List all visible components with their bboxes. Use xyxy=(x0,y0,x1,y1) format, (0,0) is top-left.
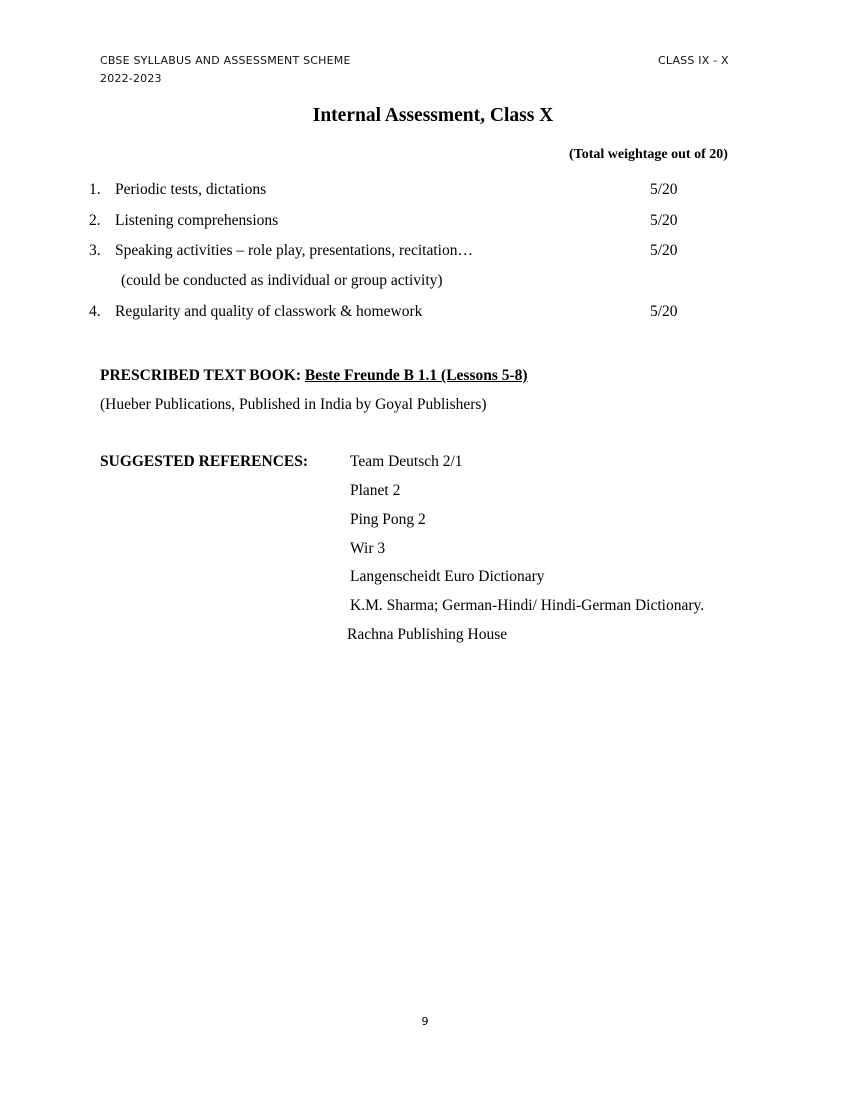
reference-item: Team Deutsch 2/1 xyxy=(350,453,463,470)
item-note: (could be conducted as individual or group activity) xyxy=(121,272,443,289)
prescribed-label: PRESCRIBED TEXT BOOK: xyxy=(100,367,301,384)
page-title: Internal Assessment, Class X xyxy=(312,105,554,126)
prescribed-publisher: (Hueber Publications, Published in India by Goyal Publishers) xyxy=(100,396,487,413)
item-text: Regularity and quality of classwork & homework xyxy=(115,303,423,320)
weightage-note: (Total weightage out of 20) xyxy=(569,147,728,162)
reference-item: Ping Pong 2 xyxy=(350,511,426,528)
reference-item: Langenscheidt Euro Dictionary xyxy=(350,568,545,585)
prescribed-book: Beste Freunde B 1.1 (Lessons 5-8) xyxy=(304,367,528,384)
prescribed-textbook xyxy=(100,367,528,385)
references-label: SUGGESTED REFERENCES: xyxy=(100,453,309,470)
item-number: 3. xyxy=(89,242,101,259)
item-score: 5/20 xyxy=(650,303,678,320)
reference-item: K.M. Sharma; German-Hindi/ Hindi-German Dictionary. xyxy=(350,597,705,614)
reference-item: Wir 3 xyxy=(350,540,386,557)
item-number: 2. xyxy=(89,212,101,229)
item-score: 5/20 xyxy=(650,242,678,259)
header-class: CLASS IX - X xyxy=(658,54,729,67)
header-scheme-title: CBSE SYLLABUS AND ASSESSMENT SCHEME xyxy=(100,54,351,67)
item-text: Listening comprehensions xyxy=(115,212,279,229)
page-number: 9 xyxy=(421,1015,429,1028)
reference-item: Planet 2 xyxy=(350,482,401,499)
item-text: Periodic tests, dictations xyxy=(115,181,267,198)
item-score: 5/20 xyxy=(650,212,678,229)
reference-item: Rachna Publishing House xyxy=(347,626,508,643)
item-number: 4. xyxy=(89,303,101,320)
item-score: 5/20 xyxy=(650,181,678,198)
item-number: 1. xyxy=(89,181,101,198)
item-text: Speaking activities – role play, presentations, recitation… xyxy=(115,242,473,259)
header-year: 2022-2023 xyxy=(100,72,162,85)
